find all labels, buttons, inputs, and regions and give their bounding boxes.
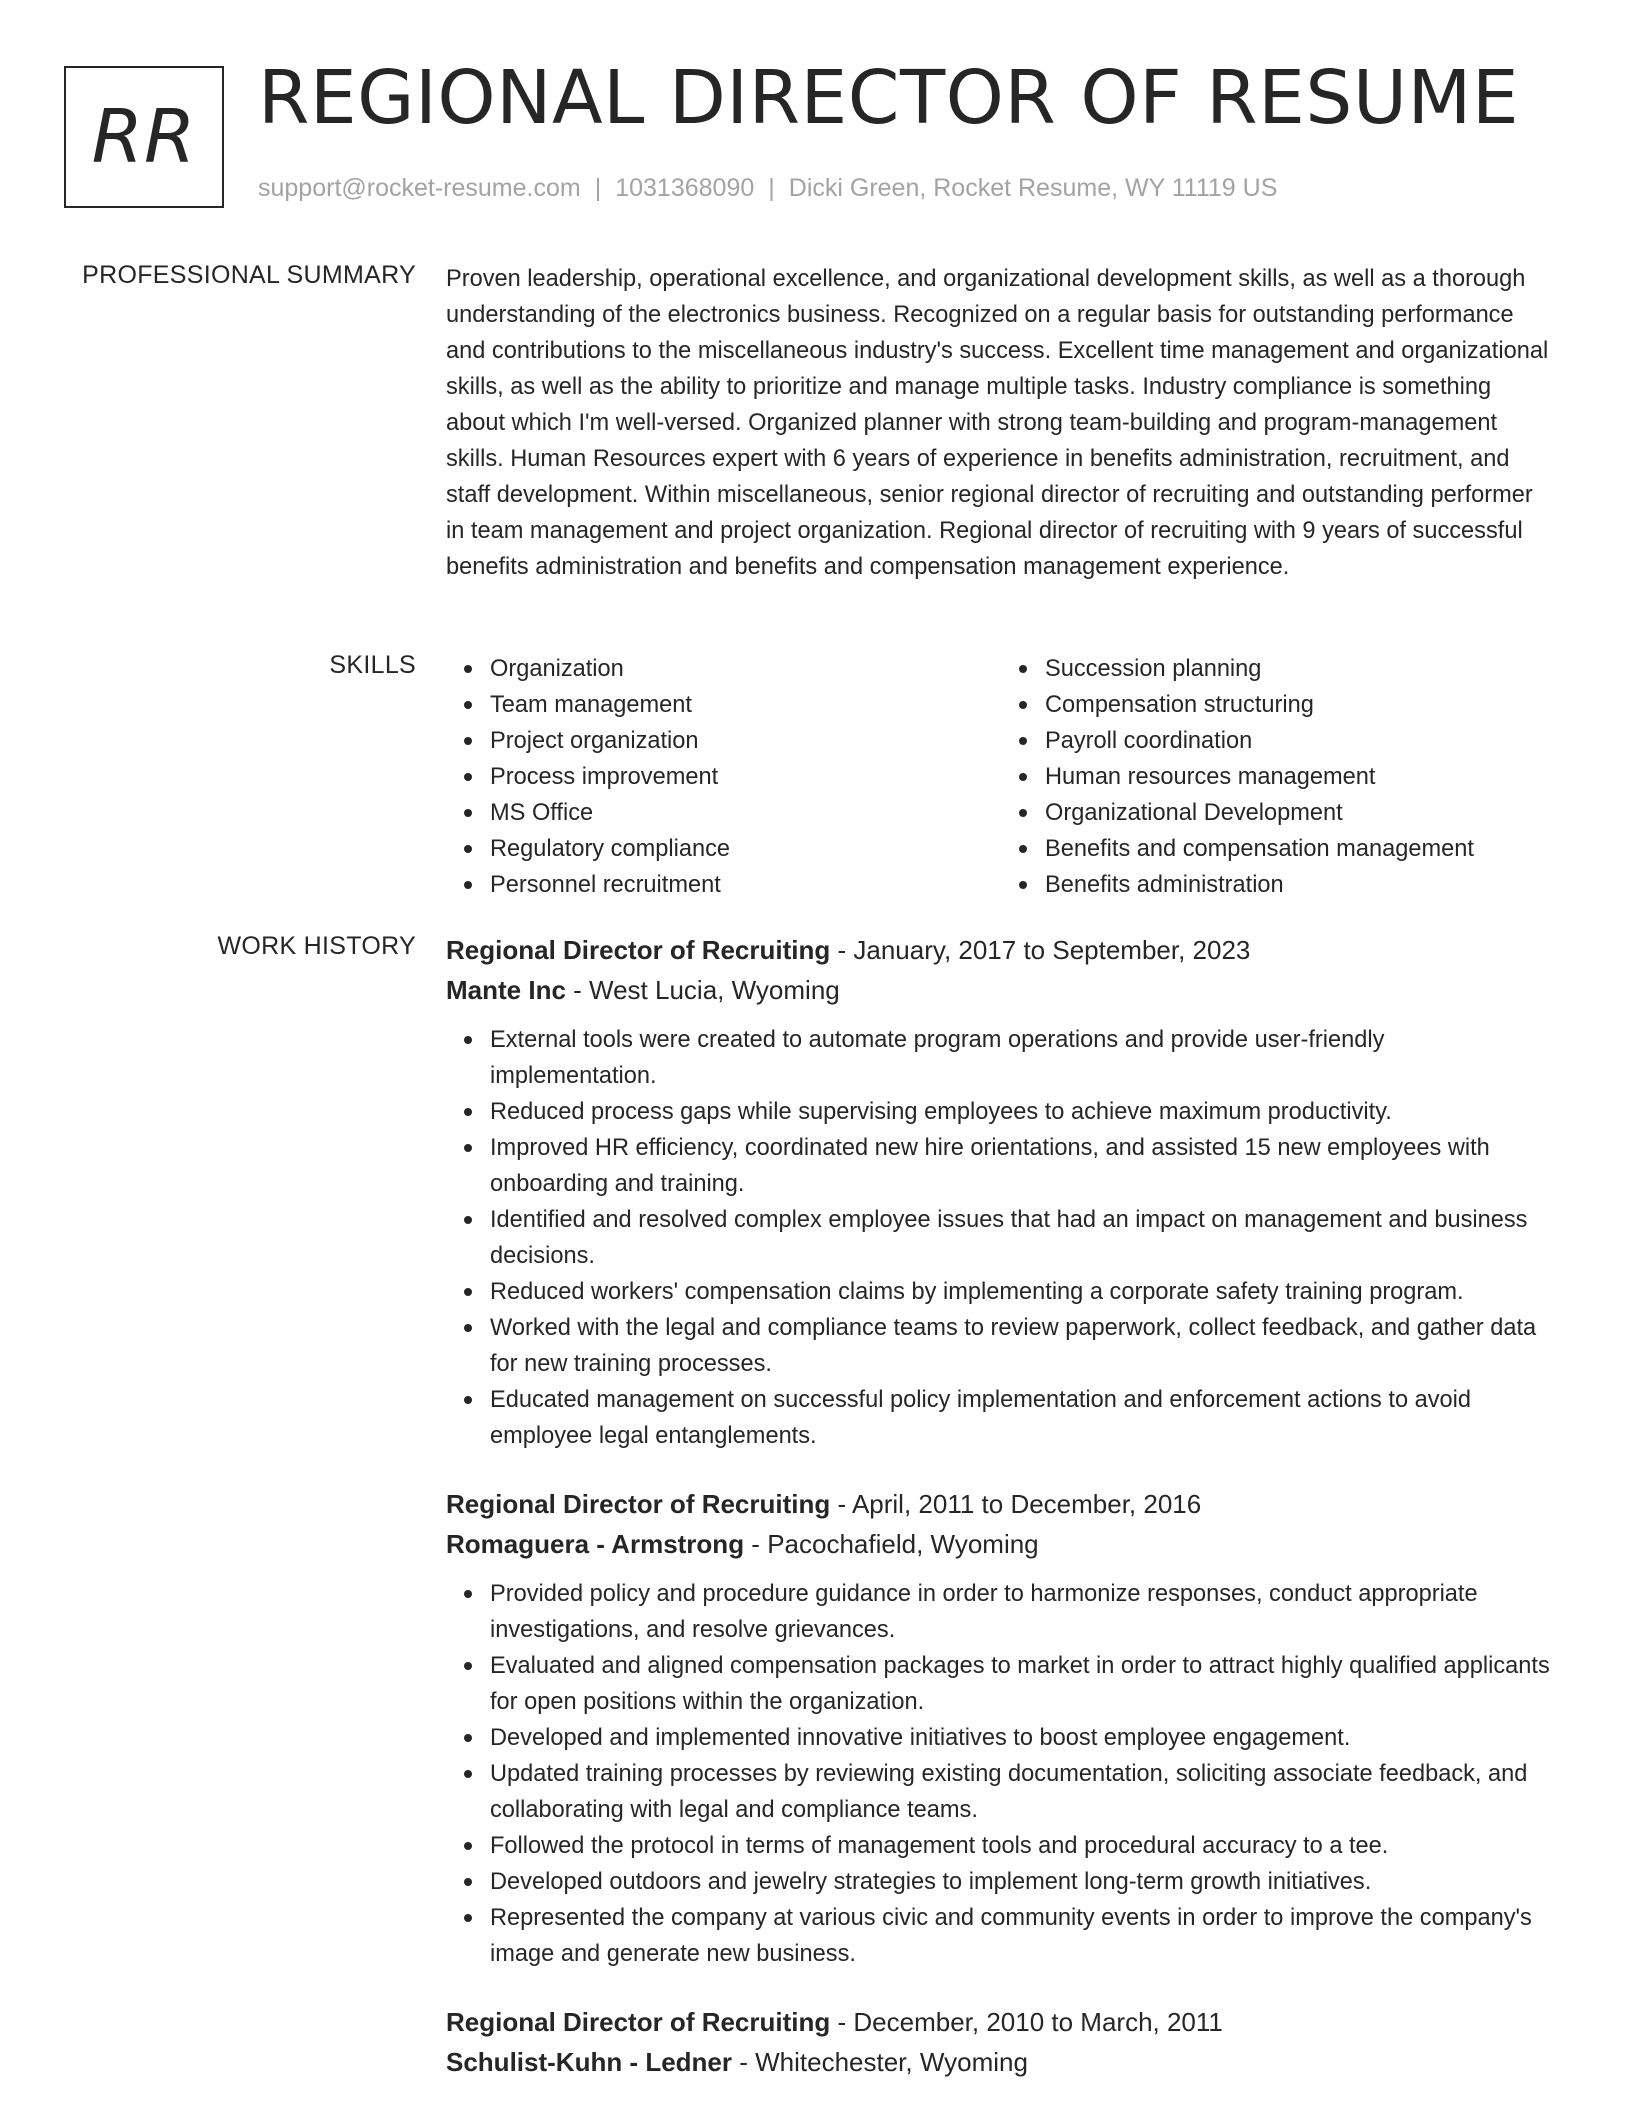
job-bullet: Educated management on successful policy implementation and enforcement actions to avoid employee legal entanglements. bbox=[490, 1382, 1556, 1454]
contact-email: support@rocket-resume.com bbox=[258, 174, 581, 202]
job-bullet: Followed the protocol in terms of management tools and procedural accuracy to a tee. bbox=[490, 1828, 1556, 1864]
work-history-heading: WORK HISTORY bbox=[217, 932, 416, 960]
job-entry bbox=[446, 930, 1556, 1454]
job-bullet: Updated training processes by reviewing existing documentation, soliciting associate feedback, and collaborating with legal and compliance teams. bbox=[490, 1756, 1556, 1828]
skill-item: Regulatory compliance bbox=[490, 831, 1001, 867]
job-bullet: Represented the company at various civic and community events in order to improve the company's image and generate new business. bbox=[490, 1900, 1556, 1972]
skills-body bbox=[446, 651, 1556, 903]
job-bullet: Worked with the legal and compliance teams to review paperwork, collect feedback, and gather data for new training processes. bbox=[490, 1310, 1556, 1382]
contact-phone: 1031368090 bbox=[615, 174, 755, 202]
job-bullet: Identified and resolved complex employee issues that had an impact on management and business decisions. bbox=[490, 1202, 1556, 1274]
work-history-body bbox=[446, 930, 1556, 2112]
resume-name: REGIONAL DIRECTOR OF RESUME bbox=[258, 55, 1520, 141]
contact-separator: | bbox=[594, 174, 602, 202]
job-title-line: Regional Director of Recruiting - December, 2010 to March, 2011 bbox=[446, 2007, 1223, 2037]
job-entry bbox=[446, 1484, 1556, 1972]
job-dates: January, 2017 to September, 2023 bbox=[853, 935, 1251, 965]
contact-address: Dicki Green, Rocket Resume, WY 11119 US bbox=[788, 174, 1278, 202]
skill-item: Compensation structuring bbox=[1045, 687, 1556, 723]
job-location: Whitechester, Wyoming bbox=[755, 2047, 1028, 2077]
contact-separator: | bbox=[768, 174, 775, 202]
summary-text: Proven leadership, operational excellence, and organizational development skills, as well as a thorough understanding of the electronics business. Recognized on a regular basis for outstanding performance and contributions to the miscellaneous industry's success. Excellent time management and organizational skills, as well as the ability to prioritize and manage multiple tasks. Industry compliance is something about which I'm well-versed. Organized planner with strong team-building and program-management skills. Human Resources expert with 6 years of experience in benefits administration, recruitment, and staff development. Within miscellaneous, senior regional director of recruiting and outstanding performer in team management and project organization. Regional director of recruiting with 9 years of successful benefits administration and benefits and compensation management experience. bbox=[446, 266, 1549, 580]
job-company: Schulist-Kuhn - Ledner bbox=[446, 2047, 732, 2077]
job-entry bbox=[446, 2002, 1556, 2082]
skill-item: Team management bbox=[490, 687, 1001, 723]
job-title: Regional Director of Recruiting bbox=[446, 935, 831, 965]
job-company-line: Mante Inc - West Lucia, Wyoming bbox=[446, 975, 840, 1005]
job-bullet: External tools were created to automate program operations and provide user-friendly implementation. bbox=[490, 1022, 1556, 1094]
skill-item: Human resources management bbox=[1045, 759, 1556, 795]
job-title: Regional Director of Recruiting bbox=[446, 1489, 831, 1519]
skill-item: Personnel recruitment bbox=[490, 867, 1001, 903]
summary-heading: PROFESSIONAL SUMMARY bbox=[82, 261, 416, 289]
skill-item: Organizational Development bbox=[1045, 795, 1556, 831]
job-bullet: Improved HR efficiency, coordinated new hire orientations, and assisted 15 new employees with onboarding and training. bbox=[490, 1130, 1556, 1202]
monogram-logo: RR bbox=[64, 66, 224, 208]
skill-item: Process improvement bbox=[490, 759, 1001, 795]
job-bullet: Evaluated and aligned compensation packages to market in order to attract highly qualified applicants for open positions within the organization. bbox=[490, 1648, 1556, 1720]
skill-item: Organization bbox=[490, 651, 1001, 687]
job-bullets bbox=[446, 1022, 1556, 1454]
job-bullet: Reduced workers' compensation claims by implementing a corporate safety training program. bbox=[490, 1274, 1556, 1310]
skills-list-left bbox=[446, 651, 1001, 903]
job-bullets bbox=[446, 1576, 1556, 1972]
job-company: Romaguera - Armstrong bbox=[446, 1529, 745, 1559]
contact-line bbox=[258, 174, 1277, 203]
job-bullet: Reduced process gaps while supervising employees to achieve maximum productivity. bbox=[490, 1094, 1556, 1130]
job-bullet: Developed outdoors and jewelry strategies to implement long-term growth initiatives. bbox=[490, 1864, 1556, 1900]
job-company-line: Schulist-Kuhn - Ledner - Whitechester, Wyoming bbox=[446, 2047, 1028, 2077]
job-bullet: Developed and implemented innovative initiatives to boost employee engagement. bbox=[490, 1720, 1556, 1756]
skills-list-right bbox=[1001, 651, 1556, 903]
skill-item: Benefits and compensation management bbox=[1045, 831, 1556, 867]
skills-heading: SKILLS bbox=[329, 651, 416, 679]
skill-item: Project organization bbox=[490, 723, 1001, 759]
job-company-line: Romaguera - Armstrong - Pacochafield, Wyoming bbox=[446, 1529, 1039, 1559]
skill-item: Benefits administration bbox=[1045, 867, 1556, 903]
job-company: Mante Inc bbox=[446, 975, 566, 1005]
skill-item: MS Office bbox=[490, 795, 1001, 831]
skill-item: Payroll coordination bbox=[1045, 723, 1556, 759]
job-location: West Lucia, Wyoming bbox=[589, 975, 840, 1005]
skill-item: Succession planning bbox=[1045, 651, 1556, 687]
skills-columns bbox=[446, 651, 1556, 903]
job-dates: April, 2011 to December, 2016 bbox=[851, 1489, 1202, 1519]
job-title-line: Regional Director of Recruiting - January, 2017 to September, 2023 bbox=[446, 935, 1251, 965]
summary-body bbox=[446, 261, 1556, 585]
job-location: Pacochafield, Wyoming bbox=[767, 1529, 1039, 1559]
job-dates: December, 2010 to March, 2011 bbox=[853, 2007, 1223, 2037]
job-title: Regional Director of Recruiting bbox=[446, 2007, 831, 2037]
job-title-line: Regional Director of Recruiting - April, 2011 to December, 2016 bbox=[446, 1489, 1202, 1519]
job-bullet: Provided policy and procedure guidance in order to harmonize responses, conduct appropriate investigations, and resolve grievances. bbox=[490, 1576, 1556, 1648]
